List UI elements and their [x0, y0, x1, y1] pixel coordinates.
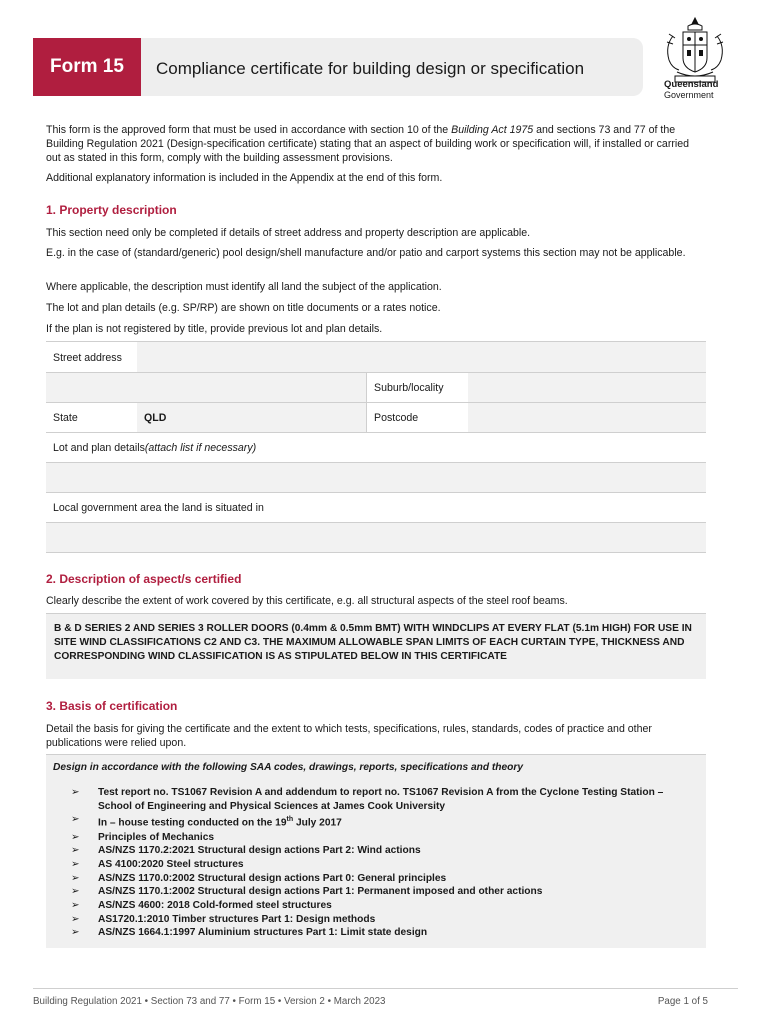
list-item: ➢ AS/NZS 1170.1:2002 Structural design actions Part 1: Permanent imposed and other actions [71, 886, 543, 898]
suburb-field[interactable] [468, 373, 706, 403]
intro-paragraph: This form is the approved form that must be used in accordance with section 10 of the Building Act 1975 and sections 73 and 77 of the Building Regulation 2021 (Design-specification certificate) stating that an aspect of building work or specification will, if installed or carried out as stated in this form, comply with the building assessment provisions. [46, 124, 690, 164]
section-2-heading: 2. Description of aspect/s certified [46, 572, 242, 586]
section-1-note-1: This section need only be completed if details of street address and property description are applicable. [46, 227, 531, 239]
section-1-note-3: Where applicable, the description must identify all land the subject of the application. [46, 281, 442, 293]
arrow-bullet-icon: ➢ [71, 858, 80, 870]
state-field[interactable]: QLD [137, 403, 366, 433]
street-address-field[interactable] [137, 342, 706, 373]
postcode-field[interactable] [468, 403, 706, 433]
intro-appendix-note: Additional explanatory information is included in the Appendix at the end of this form. [46, 172, 443, 184]
lga-label-row [46, 492, 706, 523]
street-address-row [46, 341, 706, 373]
section-2-instruction: Clearly describe the extent of work covered by this certificate, e.g. all structural aspects of the steel roof beams. [46, 595, 568, 607]
arrow-bullet-icon: ➢ [71, 900, 80, 912]
footer-form-info: Building Regulation 2021 • Section 73 and 77 • Form 15 • Version 2 • March 2023 [33, 996, 386, 1007]
arrow-bullet-icon: ➢ [71, 831, 80, 843]
suburb-row [46, 372, 706, 403]
lga-label: Local government area the land is situated in [46, 493, 706, 523]
lga-field[interactable] [46, 522, 706, 553]
postcode-label: Postcode [366, 403, 468, 433]
lot-plan-label: Lot and plan details (attach list if necessary) [46, 433, 706, 463]
list-item: ➢ Test report no. TS1067 Revision A and addendum to report no. TS1067 Revision A from the Cyclone Testing Station – School of Engineering and Physical Sciences at James Cook University [71, 787, 664, 812]
arrow-bullet-icon: ➢ [71, 814, 80, 826]
list-item: ➢ AS/NZS 1170.0:2002 Structural design actions Part 0: General principles [71, 872, 447, 884]
section-1-note-4: The lot and plan details (e.g. SP/RP) are shown on title documents or a rates notice. [46, 302, 441, 314]
form-number-tag: Form 15 [33, 38, 141, 96]
arrow-bullet-icon: ➢ [71, 845, 80, 857]
section-1-heading: 1. Property description [46, 203, 177, 217]
arrow-bullet-icon: ➢ [71, 886, 80, 898]
list-item: ➢ AS/NZS 1664.1:1997 Aluminium structures Part 1: Limit state design [71, 927, 428, 939]
arrow-bullet-icon: ➢ [71, 787, 80, 798]
section-3-instruction: Detail the basis for giving the certificate and the extent to which tests, specifications, rules, standards, codes of practice and other publications were relied upon. [46, 723, 652, 749]
lot-plan-label-row [46, 432, 706, 463]
list-item: ➢ AS 4100:2020 Steel structures [71, 858, 244, 870]
list-item: ➢ AS/NZS 4600: 2018 Cold-formed steel structures [71, 900, 332, 912]
street-address-label: Street address [46, 342, 137, 373]
basis-heading: Design in accordance with the following SAA codes, drawings, reports, specifications and theory [53, 762, 524, 773]
section-1-note-2: E.g. in the case of (standard/generic) pool design/shell manufacture and/or patio and carport systems this section may not be applicable. [46, 247, 686, 259]
basis-list [46, 786, 706, 940]
lot-plan-field[interactable] [46, 462, 706, 493]
footer-divider [33, 988, 738, 989]
form-title: Compliance certificate for building design or specification [156, 59, 585, 78]
aspect-description-field[interactable] [46, 613, 706, 679]
logo-text-queensland: Queensland [664, 79, 719, 90]
street-address-field-line2[interactable] [46, 373, 366, 403]
state-postcode-row [46, 402, 706, 433]
list-item: ➢ Principles of Mechanics [71, 831, 215, 843]
list-item: ➢ AS/NZS 1170.2:2021 Structural design actions Part 2: Wind actions [71, 845, 421, 857]
logo-text-government: Government [664, 90, 714, 100]
aspect-description-value: B & D SERIES 2 AND SERIES 3 ROLLER DOORS (0.4mm & 0.5mm BMT) WITH WINDCLIPS AT EVERY FLAT (5.1m HIGH) FOR USE IN SITE WIND CLASSIFICATIONS C2 AND C3. THE MAXIMUM ALLOWABLE SPAN LIMITS OF EACH CURTAIN TYPE, THICKNESS AND CORRESPONDING WIND CLASSIFICATION IS AS STIPULATED BELOW IN THIS CERTIFICATE [54, 623, 692, 662]
arrow-bullet-icon: ➢ [71, 927, 80, 939]
page-number: Page 1 of 5 [657, 996, 708, 1007]
section-1-note-5: If the plan is not registered by title, provide previous lot and plan details. [46, 323, 383, 335]
state-label: State [46, 403, 137, 433]
list-item: ➢ AS1720.1:2010 Timber structures Part 1: Design methods [71, 913, 376, 925]
arrow-bullet-icon: ➢ [71, 913, 80, 925]
section-3-heading: 3. Basis of certification [46, 699, 178, 713]
arrow-bullet-icon: ➢ [71, 872, 80, 884]
suburb-label: Suburb/locality [366, 373, 468, 403]
basis-of-certification-field[interactable] [46, 754, 706, 948]
list-item: ➢ In – house testing conducted on the 19th July 2017 [71, 814, 342, 829]
